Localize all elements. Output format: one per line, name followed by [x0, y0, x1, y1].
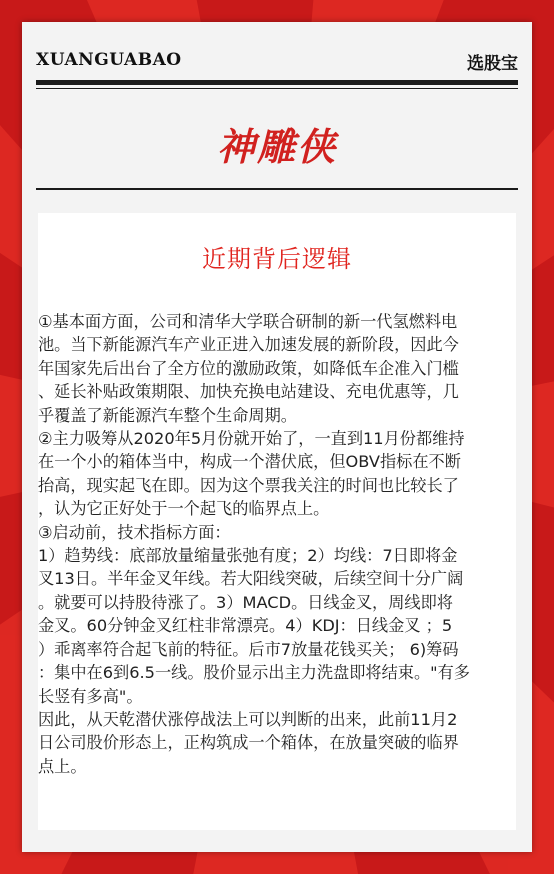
article-panel	[38, 213, 516, 830]
section-title: 近期背后逻辑	[202, 245, 352, 273]
paragraph-technical-indicators: ③启动前，技术指标方面： 1）趋势线：底部放量缩量张弛有度；2）均线：7日即将金 叉13日。半年金叉年线。若大阳线突破，后续空间十分广阔 。就要可以持股待涨了。3）MACD。日线金叉，周线即将 金叉。60分钟金叉红柱非常漂亮。4）KDJ：日线金叉 ；5 ）乖离率符合起飞前的特征。后市7放量花钱买关； 6)筹码 ：集中在6到6.5一线。股价显示出主力洗盘即将结束。"有多 长竖有多高"。	[38, 522, 470, 706]
headline: 神雕侠	[216, 125, 337, 169]
article-body	[38, 310, 516, 778]
paragraph-fundamentals: ①基本面方面，公司和清华大学联合研制的新一代氢燃料电 池。当下新能源汽车产业正进入加速发展的新阶段，因此今 年国家先后出台了全方位的激励政策，如降低车企准入门槛 、延长补贴政策期限、加快充换电站建设、充电优惠等，几 乎覆盖了新能源汽车整个生命周期。	[38, 312, 459, 425]
masthead-thick-rule	[36, 80, 518, 85]
newspaper-card	[22, 22, 532, 852]
masthead-thin-rule	[36, 88, 518, 89]
paragraph-conclusion: 因此，从天乾潜伏涨停战法上可以判断的出来，此前11月2 日公司股价形态上，正构筑成一个箱体，在放量突破的临界 点上。	[38, 709, 459, 776]
masthead	[36, 44, 518, 80]
brand-name-chinese: 选股宝	[467, 54, 518, 74]
headline-rule	[36, 188, 518, 190]
brand-name-latin: XUANGUABAO	[36, 50, 182, 70]
paragraph-accumulation: ②主力吸筹从2020年5月份就开始了，一直到11月份都维持 在一个小的箱体当中，构成一个潜伏底，但OBV指标在不断 抬高，现实起飞在即。因为这个票我关注的时间也比较长了 ，认为它正好处于一个起飞的临界点上。	[38, 429, 465, 519]
